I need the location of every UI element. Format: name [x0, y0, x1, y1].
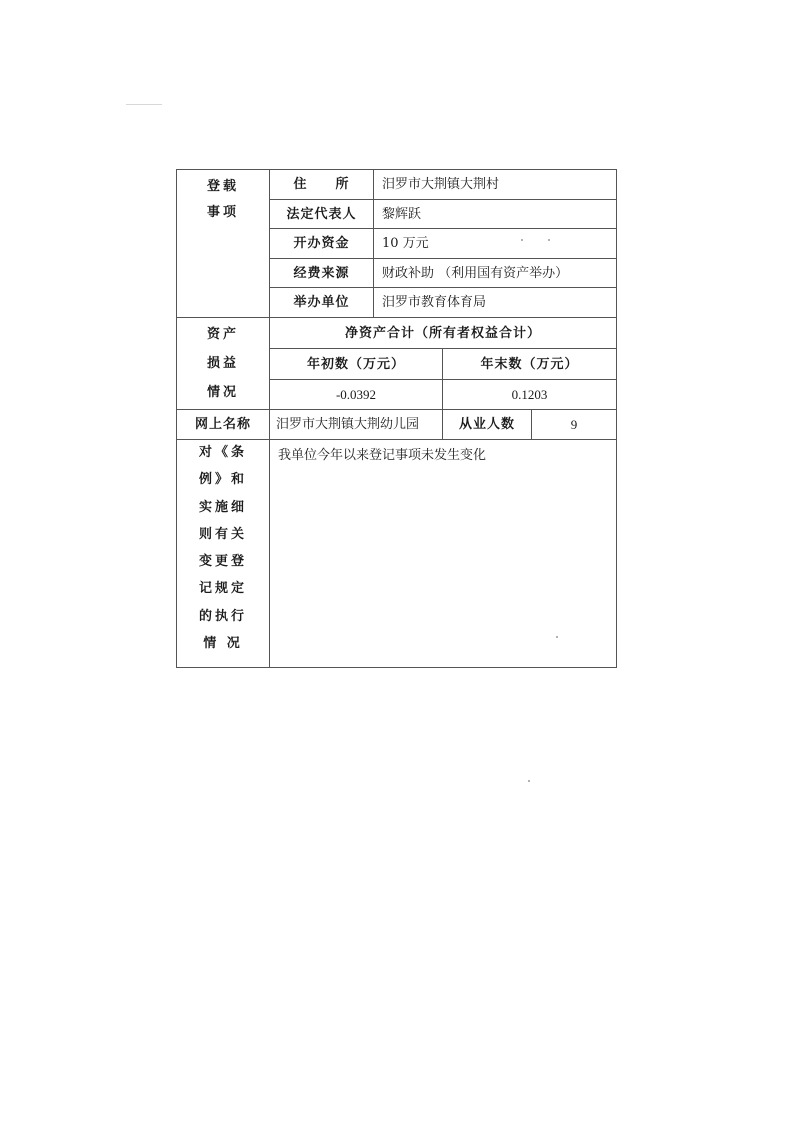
assets-label-line: 情况 — [206, 385, 239, 400]
registration-label-line: 登载 — [206, 179, 239, 194]
assets-label-line: 资产 — [206, 327, 239, 342]
online-name-label: 网上名称 — [177, 410, 270, 440]
startup-funds-label: 开办资金 — [270, 229, 374, 259]
regulations-row — [177, 440, 617, 668]
scan-edge-mark — [126, 104, 162, 105]
address-value: 汨罗市大荆镇大荆村 — [374, 170, 617, 200]
startup-funds-value: 10 万元 — [374, 229, 617, 259]
regulations-label-line: 则有关 — [198, 526, 247, 542]
staff-count-label: 从业人数 — [443, 410, 532, 440]
funding-source-value: 财政补助 （利用国有资产举办） — [374, 259, 617, 288]
regulations-section-label — [177, 440, 270, 668]
regulations-label-line: 对《条 — [198, 445, 247, 460]
assets-header-row — [177, 318, 617, 349]
funding-source-label: 经费来源 — [270, 259, 374, 288]
sponsor-unit-value: 汨罗市教育体育局 — [374, 288, 617, 318]
regulations-label-line: 变更登 — [198, 554, 247, 570]
sponsor-unit-label: 举办单位 — [270, 288, 374, 318]
regulations-label-line: 记规定 — [198, 581, 247, 597]
year-start-label: 年初数（万元） — [270, 349, 443, 380]
registration-section-label — [177, 170, 270, 318]
legal-representative-label: 法定代表人 — [270, 200, 374, 229]
online-name-row — [177, 410, 617, 440]
address-label: 住 所 — [270, 170, 374, 200]
registration-row-address — [177, 170, 617, 200]
regulations-label-line: 情 况 — [203, 635, 243, 651]
registration-label-line: 事项 — [206, 205, 239, 220]
annual-report-table — [176, 169, 617, 668]
regulations-label-line: 的执行 — [198, 608, 247, 624]
regulations-label-line: 实施细 — [198, 499, 247, 515]
year-end-label: 年末数（万元） — [443, 349, 617, 380]
scan-speck — [528, 780, 530, 782]
assets-section-label — [177, 318, 270, 410]
net-assets-header: 净资产合计（所有者权益合计） — [270, 318, 617, 349]
online-name-value: 汨罗市大荆镇大荆幼儿园 — [270, 410, 443, 440]
regulations-label-line: 例》和 — [198, 472, 247, 488]
assets-label-line: 损益 — [206, 356, 239, 371]
year-end-value: 0.1203 — [443, 380, 617, 410]
legal-representative-value: 黎辉跃 — [374, 200, 617, 229]
regulations-execution-text: 我单位今年以来登记事项未发生变化 — [270, 440, 617, 668]
staff-count-value: 9 — [532, 410, 617, 440]
year-start-value: -0.0392 — [270, 380, 443, 410]
